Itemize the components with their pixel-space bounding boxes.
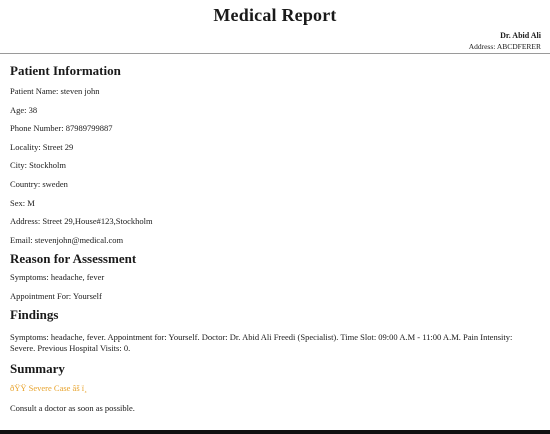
advice-text: Consult a doctor as soon as possible. [10,402,135,413]
phone-number-field: Phone Number: 87989799887 [10,123,113,134]
report-content [10,62,530,414]
city-field: City: Stockholm [10,160,66,171]
findings-heading: Findings [10,306,59,322]
address-field: Address: Street 29,House#123,Stockholm [10,216,153,227]
patient-information-heading: Patient Information [10,63,121,78]
patient-name-field: Patient Name: steven john [10,86,100,96]
sex-field: Sex: M [10,197,35,208]
severity-alert: ðŸŸ Severe Case âš ï¸ [10,382,87,393]
doctor-block [469,30,541,52]
header-divider [0,53,550,54]
assessment-heading: Reason for Assessment [10,251,137,267]
findings-text: Symptoms: headache, fever. Appointment for: Yourself. Doctor: Dr. Abid Ali Freedi (Specialist). Time Slot: 09:00 A.M - 11:00 A.M. Pain Intensity: Severe. Previous Hospital Visits: 0. [10,331,513,353]
appointment-field: Appointment For: Yourself [10,290,102,301]
symptoms-field: Symptoms: headache, fever [10,272,105,283]
email-field: Email: stevenjohn@medical.com [10,234,124,245]
doctor-name: Dr. Abid Ali [500,31,541,40]
locality-field: Locality: Street 29 [10,141,74,152]
doctor-address: Address: ABCDFERER [468,42,541,51]
report-title: Medical Report [213,5,337,25]
country-field: Country: sweden [10,178,68,189]
summary-heading: Summary [10,360,65,376]
age-field: Age: 38 [10,104,38,115]
patient-information-list [10,82,530,249]
